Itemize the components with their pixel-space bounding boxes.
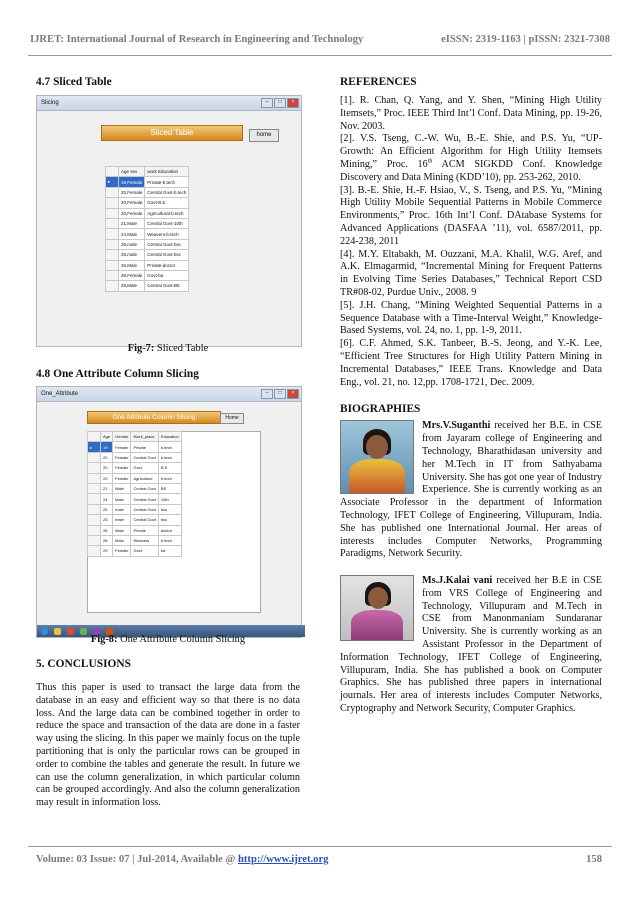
table-row[interactable] [88,463,182,473]
fig7-screenshot [36,95,302,347]
table-cell[interactable]: 20 [101,463,113,473]
table-cell[interactable]: 24,Male [119,229,145,239]
fig8-table [87,431,182,557]
row-header[interactable] [88,473,101,483]
table-cell[interactable]: Central Govt [131,494,158,504]
fig8-col-header: Education [158,432,181,442]
section-4-7-title: 4.7 Sliced Table [36,76,112,88]
table-cell[interactable]: 21,Male [119,218,145,228]
table-cell[interactable]: Agricultural-b.tech [145,208,189,218]
table-row[interactable] [106,187,189,197]
table-row[interactable] [106,281,189,291]
row-header[interactable] [88,452,101,462]
table-row[interactable] [88,546,182,556]
table-cell[interactable]: Central Govt-10th [145,218,189,228]
fig8-window-titlebar [37,387,301,402]
table-cell[interactable]: b.tech [158,535,181,545]
table-cell[interactable]: Govt [131,546,158,556]
author-photo-kalaivani [340,575,414,641]
table-cell[interactable]: male [113,504,131,514]
row-header[interactable] [88,483,101,493]
fig7-col-header: work Education [145,167,189,177]
table-cell[interactable]: b.tech [158,452,181,462]
row-header[interactable] [88,525,101,535]
fig7-window-title: Slicing [41,100,59,106]
fig7-banner: Sliced Table [101,125,243,141]
journal-link[interactable]: http://www.ijret.org [238,854,329,865]
table-cell[interactable]: b.tech [158,473,181,483]
table-cell[interactable]: Weavers [131,535,158,545]
table-cell[interactable]: Central Govt-BE [145,281,189,291]
row-header[interactable] [88,535,101,545]
close-icon[interactable]: × [287,389,299,399]
author-photo-suganthi [340,420,414,494]
biographies-title: BIOGRAPHIES [340,403,421,416]
fig7-caption [36,343,300,354]
row-header[interactable] [106,208,119,218]
row-header[interactable] [106,281,119,291]
fig8-caption [36,634,300,645]
row-header[interactable] [106,250,119,260]
fig8-home-button[interactable]: Home [220,413,244,424]
reference-item: [6]. C.F. Ahmed, S.K. Tanbeer, B.-S. Jeong, and Y.-K. Lee, “Efficient Tree Structures for High Utility Pattern Mining in Incremental Databases,” IEEE Trans. Knowledge and Data Eng., vol. 21, no. 12,pp. 1708-1721, Dec. 2009. [340,338,602,388]
section-4-8-title: 4.8 One Attribute Column Slicing [36,368,199,380]
table-cell[interactable]: Male [113,483,131,493]
table-cell[interactable]: 20,Female [119,198,145,208]
table-cell[interactable]: 25,male [119,250,145,260]
table-cell[interactable]: Central Govt [131,515,158,525]
row-header[interactable] [88,515,101,525]
row-header[interactable] [106,270,119,280]
table-cell[interactable]: 29 [101,546,113,556]
row-header[interactable] [88,546,101,556]
running-header [30,34,610,45]
table-cell[interactable]: bsc [158,504,181,514]
row-header[interactable]: ▸ [88,442,101,452]
table-cell[interactable]: 25 [101,515,113,525]
table-cell[interactable]: Central Govt [131,452,158,462]
table-row[interactable] [88,473,182,483]
table-cell[interactable]: 28,Female [119,270,145,280]
table-cell[interactable]: BE [158,483,181,493]
table-cell[interactable]: 21 [101,483,113,493]
left-column [36,76,300,809]
row-header[interactable] [106,260,119,270]
references-title: REFERENCES [340,76,417,88]
table-cell[interactable]: doctor [158,525,181,535]
table-cell[interactable]: 29,Male [119,281,145,291]
table-cell[interactable]: 19 [101,442,113,452]
footer-volume: Volume: 03 Issue: 07 | Jul-2014, Available @ http://www.ijret.org [36,854,329,865]
row-header[interactable] [88,504,101,514]
fig8-banner: One Attribute Column Slicing [87,411,221,424]
fig7-window-titlebar [37,96,301,111]
table-cell[interactable]: 26,Male [119,260,145,270]
reference-item: [4]. M.Y. Eltabakh, M. Ouzzani, M.A. Khalil, W.G. Aref, and A.K. Elmagarmid, “Incremental Mining for Frequent Patterns in Evolving Time Series Databases,” Technical Report CSD TR#08-02, Purdue Univ., 2008. 9 [340,248,602,298]
table-cell[interactable]: 20 [101,452,113,462]
fig7-caption-label: Fig-7: [127,343,155,354]
table-cell[interactable]: 24 [101,494,113,504]
row-header[interactable] [88,494,101,504]
table-cell[interactable]: Female [113,473,131,483]
table-cell[interactable]: Female [113,442,131,452]
row-header[interactable] [106,229,119,239]
table-cell[interactable]: Male [113,535,131,545]
row-header-corner [88,432,101,442]
bio-1-name: Mrs.V.Suganthi [422,420,491,432]
table-cell[interactable]: Weavers-b.tech [145,229,189,239]
table-cell[interactable]: bsc [158,515,181,525]
fig8-screenshot [36,386,302,638]
conclusion-paragraph: Thus this paper is used to transact the large data from the database in an easy and efficient way so that there is no data loss. And the large data can be combined together in order to reduce the space and transaction of the data are done in a faster way using the slicing. In this paper we mainly focus on the tuple partitioning that is only the particular rows can be grouped in order to combine the tables and generate the result. In future we can use the column generalization, in which particular column can be grouped accordingly. And also the column generalization may result in information loss. [36,682,300,809]
fig7-caption-text: Sliced Table [156,343,209,354]
fig8-col-header: Age [101,432,113,442]
row-header[interactable] [106,239,119,249]
table-cell[interactable]: Male [113,494,131,504]
minimize-icon[interactable]: – [261,389,273,399]
fig8-caption-label: Fig-8: [90,634,118,645]
header-rule [28,55,612,56]
table-cell[interactable]: Private-doctor [145,260,189,270]
bio-2-name: Ms.J.Kalai vani [422,575,493,587]
table-row[interactable] [88,525,182,535]
table-row[interactable] [88,535,182,545]
table-cell[interactable]: Female [113,463,131,473]
table-cell[interactable]: male [113,515,131,525]
row-header[interactable] [106,198,119,208]
fig7-table [105,166,189,292]
table-row[interactable] [88,483,182,493]
table-row[interactable] [88,494,182,504]
row-header-corner [106,167,119,177]
references-list [340,95,602,389]
table-cell[interactable]: 10th [158,494,181,504]
reference-item: [5]. J.H. Chang, “Mining Weighted Sequential Patterns in a Sequence Database with a Time-Interval Weight,” Knowledge-Based Systems, vol. 24, no. 1, pp. 1-9, 2011. [340,299,602,337]
table-cell[interactable]: Central Govt [131,483,158,493]
fig8-caption-text: One Attribute Column Slicing [120,634,246,645]
table-row[interactable] [106,229,189,239]
bio-2-text: Ms.J.Kalai vani received her B.E in CSE from VRS College of Engineering and Technology, Villupuram and M.Tech in CSE from Manonmaniam Sundaranar University. She is currently working as an Assistant Professor in the Department of Information Technology, IFET College of Engineering, Villupuram, India. She has published a book on Computer Graphics. She has published three papers in international journals. Her area of interests includes Computer Networks, Cryptography and Network Security, Computer Graphics. [340,575,602,715]
table-cell[interactable]: Private [131,525,158,535]
fig7-home-button[interactable]: home [249,129,279,142]
table-cell[interactable]: 20,Female [119,187,145,197]
table-cell[interactable]: 20 [101,473,113,483]
table-cell[interactable]: Central Govt [131,504,158,514]
table-row[interactable] [106,270,189,280]
reference-item: [2]. V.S. Tseng, C.-W. Wu, B.-E. Shie, and P.S. Yu, “UP-Growth: An Efficient Algorithm for High Utility Itemsets Mining,” Proc. 16th ACM SIGKDD Conf. Knowledge Discovery and Data Mining (KDD’10), pp. 253-262, 2010. [340,133,602,183]
table-row[interactable] [106,177,189,187]
table-cell[interactable]: 19,Female [119,177,145,187]
table-cell[interactable]: Private-b.tech [145,177,189,187]
table-cell[interactable]: Govt [131,463,158,473]
maximize-icon[interactable]: □ [274,98,286,108]
section-5-title: 5. CONCLUSIONS [36,658,131,670]
table-cell[interactable]: Central Govt-bsc [145,250,189,260]
table-cell[interactable]: Agriculture [131,473,158,483]
fig8-window-title: One_Attribute [41,391,79,397]
fig8-col-header: Work_place [131,432,158,442]
table-row[interactable] [106,260,189,270]
table-cell[interactable]: 28 [101,535,113,545]
table-cell[interactable]: 20,Female [119,208,145,218]
table-cell[interactable]: Central Govt-b.tech [145,187,189,197]
table-row[interactable] [106,218,189,228]
close-icon[interactable]: × [287,98,299,108]
right-column [340,76,602,716]
table-row[interactable] [106,198,189,208]
bio-1-text: Mrs.V.Suganthi received her B.E. in CSE from Jayaram college of Engineering and Technology, Bharathidasan university and her M.Tech in IT from Sathyabama University. She has got one year of Industry Experience. She is currently working as an Associate Professor in the department of Information Technology, IFET College of Engineering, Villupuram, India. She has published one International Journal. Her areas of interests includes Computer Networks, Programming Paradigms, Network Security. [340,420,602,560]
table-cell[interactable]: 26 [101,525,113,535]
row-header[interactable] [88,463,101,473]
running-footer [36,854,602,865]
bio-1 [340,420,602,561]
reference-item: [3]. B.-E. Shie, H.-F. Hsiao, V., S. Tseng, and P.S. Yu, “Mining High Utility Mobile Sequential Patterns in Mobile Commerce Environments,” Proc. 16th Int’l Conf. DAtabase Systems for Advanced Applications (DASFAA ’11), vol. 6587/2011, pp. 224-238, 2011 [340,184,602,247]
bio-2 [340,575,602,716]
table-row[interactable] [106,250,189,260]
table-cell[interactable]: B.E [158,463,181,473]
table-cell[interactable]: Female [113,452,131,462]
row-header[interactable] [106,218,119,228]
table-cell[interactable]: Govt-ba [145,270,189,280]
row-header[interactable] [106,187,119,197]
table-cell[interactable]: Central Govt-bsc [145,239,189,249]
row-header[interactable]: ▸ [106,177,119,187]
table-cell[interactable]: 25,male [119,239,145,249]
table-cell[interactable]: b.tech [158,442,181,452]
maximize-icon[interactable]: □ [274,389,286,399]
minimize-icon[interactable]: – [261,98,273,108]
page-number: 158 [586,854,602,865]
table-cell[interactable]: Male [113,525,131,535]
table-row[interactable] [88,442,182,452]
table-row[interactable] [88,504,182,514]
footer-rule [28,846,612,847]
table-cell[interactable]: ba [158,546,181,556]
table-cell[interactable]: Govt-B.E [145,198,189,208]
table-row[interactable] [106,239,189,249]
table-cell[interactable]: 25 [101,504,113,514]
table-row[interactable] [106,208,189,218]
issn: eISSN: 2319-1163 | pISSN: 2321-7308 [441,34,610,45]
table-row[interactable] [88,515,182,525]
journal-name: IJRET: International Journal of Research in Engineering and Technology [30,34,364,45]
table-row[interactable] [88,452,182,462]
table-cell[interactable]: Private [131,442,158,452]
fig8-col-header: Gender [113,432,131,442]
reference-item: [1]. R. Chan, Q. Yang, and Y. Shen, “Mining High Utility Itemsets,” Proc. IEEE Third Int’l Conf. Data Mining, pp. 19-26, Nov. 2003. [340,95,602,132]
fig7-col-header: Age sex [119,167,145,177]
table-cell[interactable]: Female [113,546,131,556]
